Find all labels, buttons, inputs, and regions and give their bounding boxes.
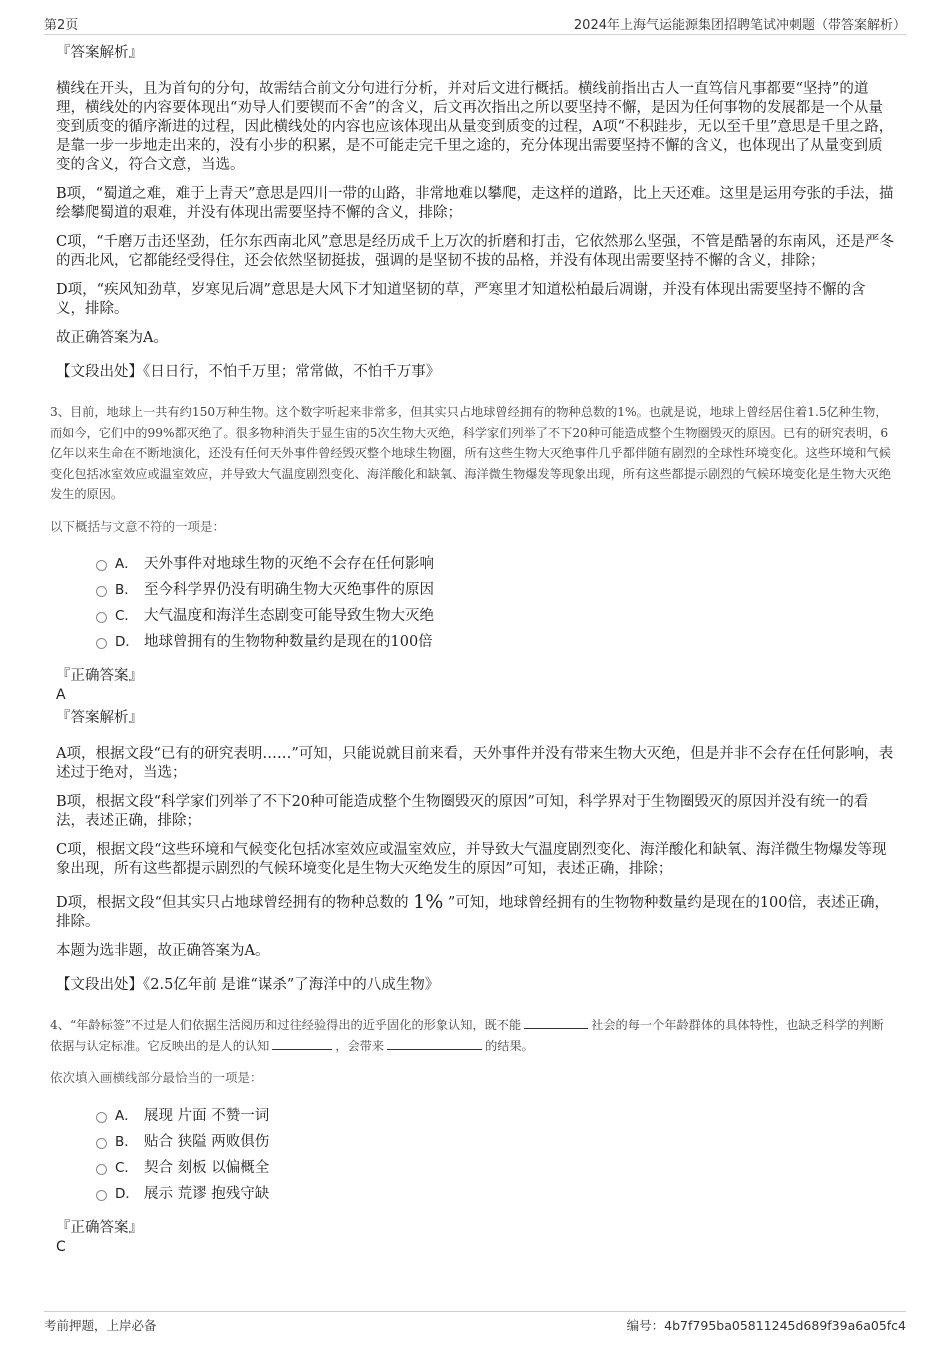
page-content <box>50 44 894 1261</box>
explain-label: 『答案解析』 <box>56 710 143 726</box>
option-letter: C． <box>115 1159 138 1176</box>
options-list <box>96 553 894 657</box>
question-prompt: 以下概括与文意不符的一项是： <box>50 518 226 534</box>
stem-text: 的结果。 <box>485 1038 534 1053</box>
percent-value: 1% <box>413 891 444 913</box>
document-title: 2024年上海气运能源集团招聘笔试冲刺题（带答案解析） <box>573 18 906 33</box>
option-text: 契合 刻板 以偏概全 <box>144 1159 270 1176</box>
radio-icon[interactable] <box>96 1138 107 1149</box>
radio-icon[interactable] <box>96 586 107 597</box>
blank-line <box>272 1037 332 1050</box>
options-list <box>96 1105 894 1209</box>
stem-text: 4、“年龄标签”不过是人们依据生活阅历和过往经验得出的近乎固化的形象认知，既不能 <box>50 1018 522 1032</box>
option-letter: D． <box>115 1185 139 1202</box>
explain-paragraph: 横线在开头，且为首句的分句，故需结合前文分句进行分析，并对后文进行概括。横线前指出古人一直笃信凡事都要“坚持”的道理，横线处的内容要体现出“劝导人们要锲而不舍”的含义，后文再次指出之所以要坚持不懈，是因为任何事物的发展都是一个从量变到质变的循序渐进的过程，因此横线处的内容也应该体现出从量变到质变的过程，A项“不积跬步，无以至千里”意思是千里之路，是靠一步一步地走出来的，没有小步的积累，是不可能走完千里之途的，充分体现出需要坚持不懈的含义，也体现出了从量变到质变的含义，符合文意，当选。 <box>56 81 894 173</box>
radio-icon[interactable] <box>96 1112 107 1123</box>
footer-slogan: 考前押题，上岸必备 <box>44 1318 157 1333</box>
option-a[interactable] <box>96 1105 894 1131</box>
option-text: 地球曾拥有的生物物种数量约是现在的100倍 <box>144 634 433 650</box>
radio-icon[interactable] <box>96 560 107 571</box>
page-header <box>44 12 906 35</box>
explain-text: D项，根据文段“但其实只占地球曾经拥有的物种总数的 <box>56 895 409 911</box>
explain-paragraph: B项，“蜀道之难，难于上青天”意思是四川一带的山路，非常地难以攀爬，走这样的道路，比上天还难。这里是运用夸张的手法，描绘攀爬蜀道的艰难，并没有体现出需要坚持不懈的含义，排除； <box>56 186 894 221</box>
option-text: 展示 荒谬 抱残守缺 <box>144 1185 270 1202</box>
option-text: 贴合 狭隘 两败俱伤 <box>144 1133 270 1150</box>
explain-label: 『答案解析』 <box>56 45 143 61</box>
radio-icon[interactable] <box>96 1164 107 1175</box>
explain-text: ”可知，地球曾经拥有的生物物种数量约是现在的100倍，表述正确，排除。 <box>56 895 890 930</box>
explain-conclusion: 本题为选非题，故正确答案为A。 <box>56 943 270 959</box>
option-letter: B． <box>115 1133 138 1150</box>
explain-paragraph: D项，“疾风知劲草，岁寒见后凋”意思是大风下才知道坚韧的草，严寒里才知道松柏最后凋谢，并没有体现出需要坚持不懈的含义，排除。 <box>56 282 866 317</box>
explain-paragraph: C项，根据文段“这些环境和气候变化包括冰室效应或温室效应，并导致大气温度剧烈变化、海洋酸化和缺氧、海洋微生物爆发等现象出现，所有这些都提示剧烈的气候环境变化是生物大灭绝发生的原因”可知，表述正确，排除； <box>56 842 887 877</box>
option-d[interactable] <box>96 1183 894 1209</box>
page-number: 第2页 <box>44 18 79 33</box>
option-c[interactable] <box>96 1157 894 1183</box>
radio-icon[interactable] <box>96 1190 107 1201</box>
stem-text: ，会带来 <box>335 1038 385 1053</box>
option-letter: D． <box>115 634 139 650</box>
option-a[interactable] <box>96 553 894 579</box>
answer-label: 『正确答案』 <box>56 668 143 684</box>
option-text: 展现 片面 不赞一词 <box>144 1107 270 1124</box>
option-letter: C． <box>115 608 138 624</box>
question-prompt: 依次填入画横线部分最恰当的一项是： <box>50 1070 263 1085</box>
explain-paragraph: A项，根据文段“已有的研究表明……”可知，只能说就目前来看，天外事件并没有带来生物大灭绝，但是并非不会存在任何影响，表述过于绝对，当选； <box>56 746 894 781</box>
blank-line <box>387 1037 482 1050</box>
explain-paragraph <box>56 893 894 932</box>
radio-icon[interactable] <box>96 638 107 649</box>
option-b[interactable] <box>96 1131 894 1157</box>
explain-paragraph: B项，根据文段“科学家们列举了不下20种可能造成整个生物圈毁灭的原因”可知，科学界对于生物圈毁灭的原因并没有统一的看法，表述正确，排除； <box>56 794 869 829</box>
option-letter: B． <box>115 582 138 598</box>
correct-answer: C <box>56 1238 66 1255</box>
explain-conclusion: 故正确答案为A。 <box>56 330 168 346</box>
option-b[interactable] <box>96 579 894 605</box>
radio-icon[interactable] <box>96 612 107 623</box>
option-letter: A． <box>115 556 138 572</box>
blank-line <box>524 1016 588 1029</box>
option-text: 天外事件对地球生物的灭绝不会存在任何影响 <box>144 556 434 572</box>
source-citation: 【文段出处】《日日行，不怕千万里；常常做，不怕千万事》 <box>56 364 441 380</box>
source-citation: 【文段出处】《2.5亿年前 是谁“谋杀”了海洋中的八成生物》 <box>56 977 440 993</box>
option-c[interactable] <box>96 605 894 631</box>
option-letter: A． <box>115 1107 138 1124</box>
answer-label: 『正确答案』 <box>56 1219 143 1236</box>
correct-answer: A <box>56 687 66 703</box>
question-stem <box>50 1015 894 1056</box>
explain-paragraph: C项，“千磨万击还坚劲，任尔东西南北风”意思是经历成千上万次的折磨和打击，它依然那么坚强，不管是酷暑的东南风，还是严冬的西北风，它都能经受得住，还会依然坚韧挺拔，强调的是坚韧不拔的品格，并没有体现出需要坚持不懈的含义，排除； <box>56 234 894 269</box>
option-text: 至今科学界仍没有明确生物大灭绝事件的原因 <box>144 582 434 598</box>
option-d[interactable] <box>96 631 894 657</box>
question-stem: 3、目前，地球上一共有约150万种生物。这个数字听起来非常多，但其实只占地球曾经拥有的物种总数的1%。也就是说，地球上曾经居住着1.5亿种生物，而如今，它们中的99%都灭绝了。很多物种消失于显生宙的5次生物大灭绝，科学家们列举了不下20种可能造成整个生物圈毁灭的原因。已有的研究表明，6亿年以来生命在不断地演化，还没有任何天外事件曾经毁灭整个地球生物圈，所有这些生物大灭绝事件几乎都伴随有剧烈的全球性环境变化。这些环境和气候变化包括冰室效应或温室效应，并导致大气温度剧烈变化、海洋酸化和缺氧、海洋微生物爆发等现象出现，所有这些都提示剧烈的气候环境变化是生物大灭绝发生的原因。 <box>50 405 891 501</box>
document-id: 编号：4b7f795ba05811245d689f39a6a05fc4 <box>626 1318 906 1333</box>
page-footer <box>44 1311 906 1336</box>
stem-text: 社会的每一个年龄群体的具体特性，也缺乏科学的判断依据与认定标准。它反映出的是人的认知 <box>50 1018 884 1053</box>
option-text: 大气温度和海洋生态剧变可能导致生物大灭绝 <box>144 608 434 624</box>
